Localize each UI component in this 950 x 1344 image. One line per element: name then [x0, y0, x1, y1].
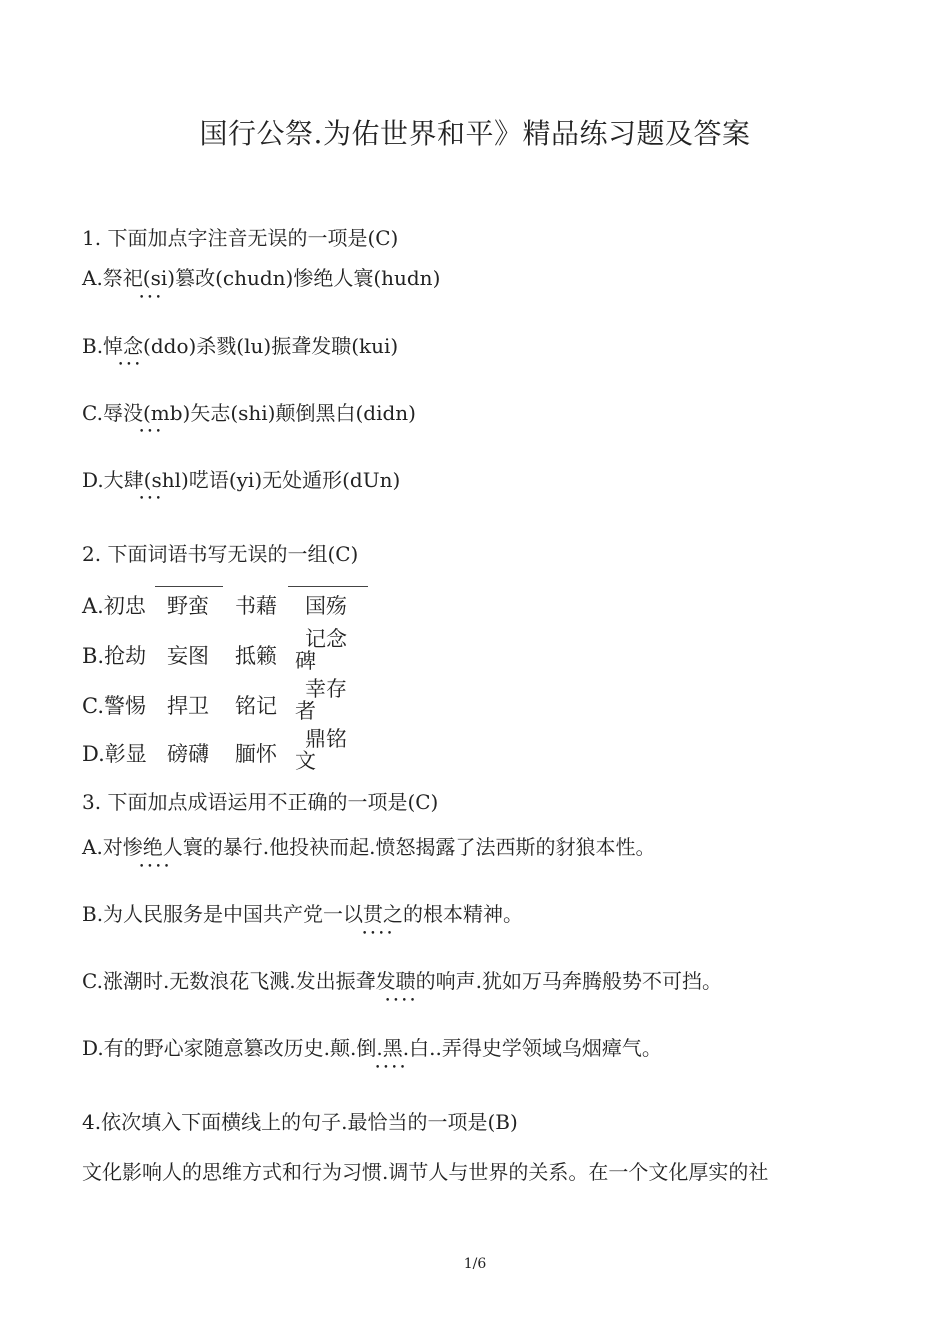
- question-1-option-a: A.祭祀(si)篡改(chudn)惨绝人寰(hudn): [82, 266, 441, 290]
- underline: [288, 586, 368, 587]
- page-number: 1/6: [463, 1256, 487, 1272]
- option-label: C.警惕: [82, 694, 146, 718]
- wrapped-word: 记念碑: [295, 627, 347, 673]
- word: 磅礴: [167, 742, 209, 766]
- emphasis-dots: •••: [139, 494, 164, 504]
- wrapped-word: 幸存者: [295, 677, 347, 723]
- document-title: 国行公祭.为佑世界和平》精品练习题及答案: [199, 117, 751, 150]
- question-1-stem: 1. 下面加点字注音无误的一项是(C): [82, 226, 399, 250]
- question-4-stem: 4.依次填入下面横线上的句子.最恰当的一项是(B): [82, 1110, 518, 1134]
- question-3-option-c: C.涨潮时.无数浪花飞溅.发出振聋发聩的响声.犹如万马奔腾般势不可挡。: [82, 969, 723, 993]
- emphasis-dots: ••••: [362, 929, 396, 939]
- word: 书藉: [235, 594, 277, 618]
- emphasis-dots: ••••: [385, 996, 419, 1006]
- emphasis-dots: •••: [118, 360, 143, 370]
- word: 捍卫: [167, 694, 209, 718]
- emphasis-dots: •••: [139, 293, 164, 303]
- underline: [155, 586, 223, 587]
- wrapped-word: 鼎铭文: [295, 727, 347, 773]
- option-label: B.抢劫: [82, 644, 147, 668]
- word: 抵籁: [235, 644, 277, 668]
- option-label: D.彰显: [82, 742, 147, 766]
- question-1-option-b: B.悼念(ddo)杀戮(lu)振聋发聩(kui): [82, 334, 399, 358]
- question-2-stem: 2. 下面词语书写无误的一组(C): [82, 542, 359, 566]
- word: 腼怀: [235, 742, 277, 766]
- question-3-stem: 3. 下面加点成语运用不正确的一项是(C): [82, 790, 439, 814]
- word: 妄图: [167, 644, 209, 668]
- question-3-option-b: B.为人民服务是中国共产党一以贯之的根本精神。: [82, 902, 524, 926]
- emphasis-dots: ••••: [139, 862, 173, 872]
- question-1-option-d: D.大肆(shl)呓语(yi)无处遁形(dUn): [82, 468, 401, 492]
- word: 野蛮: [167, 594, 209, 618]
- emphasis-dots: •••: [139, 427, 164, 437]
- word: 铭记: [235, 694, 277, 718]
- question-4-body: 文化影响人的思维方式和行为习惯.调节人与世界的关系。在一个文化厚实的社: [82, 1160, 769, 1184]
- question-3-option-a: A.对惨绝人寰的暴行.他投袂而起.愤怒揭露了法西斯的豺狼本性。: [82, 835, 656, 859]
- question-3-option-d: D.有的野心家随意篡改历史.颠.倒.黑.白..弄得史学领域乌烟瘴气。: [82, 1036, 662, 1060]
- question-1-option-c: C.辱没(mb)矢志(shi)颠倒黑白(didn): [82, 401, 416, 425]
- word: 国殇: [305, 594, 347, 618]
- emphasis-dots: ••••: [375, 1063, 409, 1073]
- option-label: A.初忠: [82, 594, 146, 618]
